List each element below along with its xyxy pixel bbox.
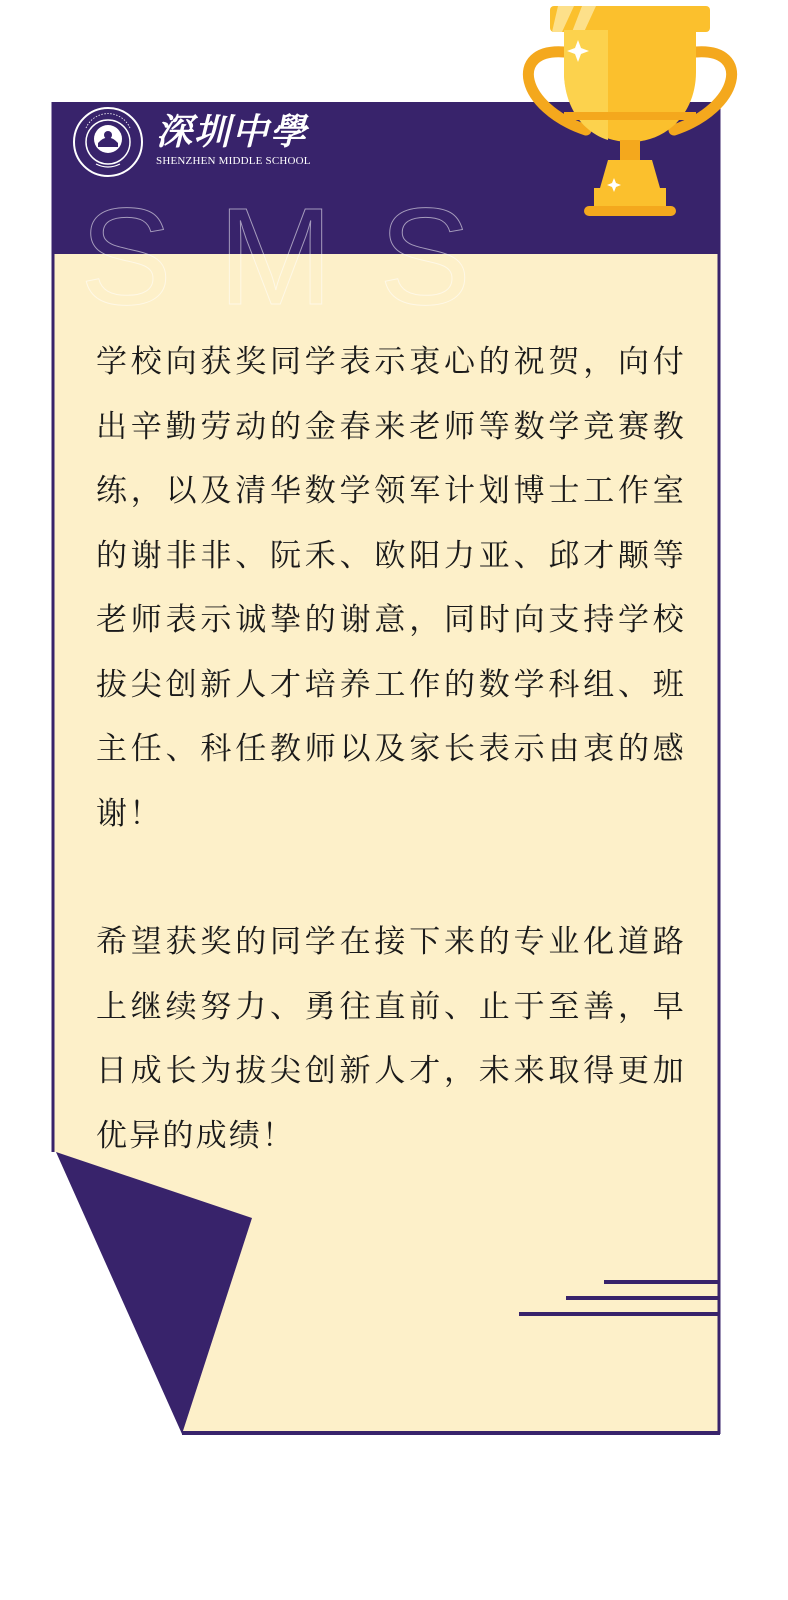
paragraph-1: 学校向获奖同学表示衷心的祝贺，向付出辛勤劳动的金春来老师等数学竞赛教练，以及清华数学领军计划博士工作室的谢非非、阮禾、欧阳力亚、邱才颙等老师表示诚挚的谢意，同时向支持学校拔尖创新人才培养工作的数学科组、班主任、科任教师以及家长表示由衷的感谢！: [96, 344, 686, 832]
school-name-en: SHENZHEN MIDDLE SCHOOL: [156, 155, 311, 167]
school-name-cn: 深圳中學: [156, 111, 309, 153]
paragraph-gap: [96, 846, 686, 910]
trophy-icon: [512, 0, 748, 222]
paragraph-2: 希望获奖的同学在接下来的专业化道路上继续努力、勇往直前、止于至善，早日成长为拔尖创新人才，未来取得更加优异的成绩！: [96, 924, 686, 1154]
school-logo-icon: [72, 106, 144, 178]
body-text: [96, 330, 686, 1168]
sms-watermark: SMS: [80, 180, 518, 334]
